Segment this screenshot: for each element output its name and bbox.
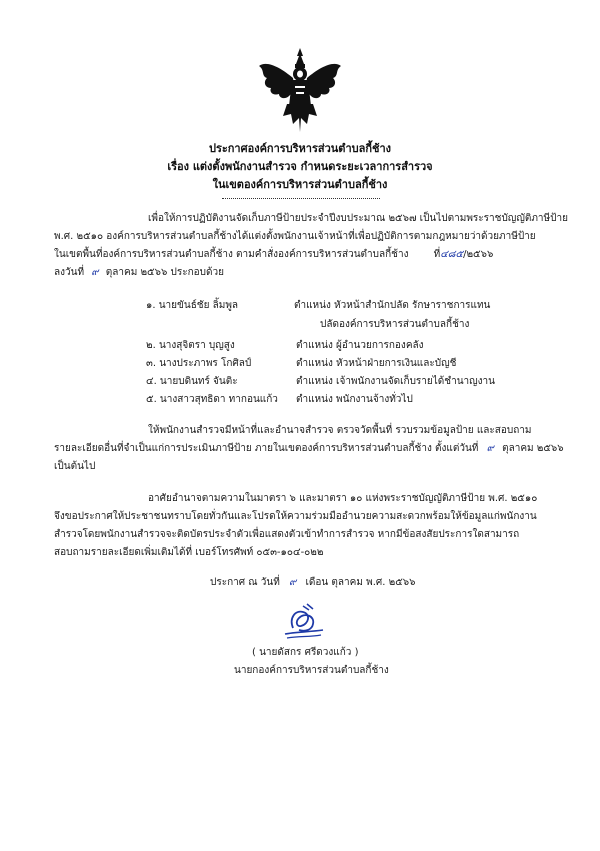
- handwritten-signature-icon: [279, 600, 329, 642]
- staff-4-position: ตำแหน่ง เจ้าพนักงานจัดเก็บรายได้ชำนาญงาน: [296, 376, 496, 387]
- para2-line-2-text: รายละเอียดอื่นที่จำเป็นแก่การประเมินภาษีป้าย ภายในเขตองค์การบริหารส่วนตำบลกี้ช้าง ตั้งแต่วันที่: [54, 443, 479, 454]
- para2-line-2: [54, 442, 564, 456]
- announce-month-year: เดือน ตุลาคม พ.ศ. ๒๕๖๖: [305, 577, 416, 588]
- staff-5-name: ๕. นางสาวสุทธิดา ทากอนแก้ว: [146, 394, 278, 405]
- order-prefix: ที่: [433, 249, 441, 260]
- para3-line-3: สำรวจโดยพนักงานสำรวจจะติดบัตรประจำตัวเพื่อแสดงตัวเข้าทำการสำรวจ หากมีข้อสงสัยประการใดสามารถ: [54, 529, 520, 540]
- header-divider: [222, 198, 380, 199]
- staff-2-name: ๒. นางสุจิตรา บุญสูง: [146, 340, 235, 351]
- staff-2-position: ตำแหน่ง ผู้อำนวยการกองคลัง: [296, 340, 424, 351]
- start-day-handwritten: ๙: [486, 443, 494, 454]
- staff-1-position-cont: ปลัดองค์การบริหารส่วนตำบลกี้ช้าง: [320, 319, 470, 330]
- staff-4-name: ๔. นายบดินทร์ จันติะ: [146, 376, 238, 387]
- signer-title: นายกองค์การบริหารส่วนตำบลกี้ช้าง: [234, 665, 389, 676]
- para3-line-2: จึงขอประกาศให้ประชาชนทราบโดยทั่วกันและโปรดให้ความร่วมมืออำนวยความสะดวกพร้อมให้ข้อมูลแก่พนักงาน: [54, 511, 537, 522]
- para2-line-1: ให้พนักงานสำรวจมีหน้าที่และอำนาจสำรวจ ตรวจวัดพื้นที่ รวบรวมข้อมูลป้าย และสอบถาม: [148, 425, 532, 436]
- order-year: /๒๕๖๖: [463, 249, 494, 260]
- garuda-emblem-icon: [257, 46, 343, 136]
- start-month-year: ตุลาคม ๒๕๖๖: [502, 443, 564, 454]
- dated-day-handwritten: ๙: [91, 267, 99, 278]
- staff-1-name: ๑. นายขันธ์ชัย ลิ้มพูล: [146, 300, 239, 311]
- order-number-handwritten: ๔๘๕: [440, 249, 464, 260]
- signer-name: ( นายดัสกร ศรีดวงแก้ว ): [252, 647, 359, 658]
- para1-line-4: [54, 266, 224, 280]
- para3-line-4: สอบถามรายละเอียดเพิ่มเติมได้ที่ เบอร์โทรศัพท์ ๐๕๓-๑๐๔-๐๒๒: [54, 547, 324, 558]
- announce-day-handwritten: ๙: [288, 577, 297, 588]
- header-line-3: ในเขตองค์การบริหารส่วนตำบลกี้ช้าง: [212, 178, 388, 191]
- staff-3-position: ตำแหน่ง หัวหน้าฝ่ายการเงินและบัญชี: [296, 358, 457, 369]
- staff-5-position: ตำแหน่ง พนักงานจ้างทั่วไป: [296, 394, 413, 405]
- para3-line-1: อาศัยอำนาจตามความในมาตรา ๖ และมาตรา ๑๐ แห่งพระราชบัญญัติภาษีป้าย พ.ศ. ๒๕๑๐: [148, 493, 538, 504]
- para1-line-2: พ.ศ. ๒๕๑๐ องค์การบริหารส่วนตำบลกี้ช้างได้แต่งตั้งพนักงานเจ้าหน้าที่เพื่อปฏิบัติการตามกฎหมายว่าด้วยภาษีป้าย: [54, 231, 536, 242]
- announce-prefix: ประกาศ ณ วันที่: [210, 577, 280, 588]
- header-line-2: เรื่อง แต่งตั้งพนักงานสำรวจ กำหนดระยะเวลาการสำรวจ: [167, 160, 433, 173]
- announce-date: [210, 576, 415, 590]
- header-line-1: ประกาศองค์การบริหารส่วนตำบลกี้ช้าง: [208, 142, 392, 155]
- para1-line-1: เพื่อให้การปฏิบัติงานจัดเก็บภาษีป้ายประจำปีงบประมาณ ๒๕๖๗ เป็นไปตามพระราชบัญญัติภาษีป้าย: [148, 213, 568, 224]
- para2-line-3: เป็นต้นไป: [54, 461, 96, 472]
- para1-line-3: [54, 248, 493, 262]
- para1-line-3-text: ในเขตพื้นที่องค์การบริหารส่วนตำบลกี้ช้าง ตามคำสั่งองค์การบริหารส่วนตำบลกี้ช้าง: [54, 249, 409, 260]
- dated-label: ลงวันที่: [54, 267, 85, 278]
- staff-1-position: ตำแหน่ง หัวหน้าสำนักปลัด รักษาราชการแทน: [294, 300, 491, 311]
- dated-rest: ตุลาคม ๒๕๖๖ ประกอบด้วย: [105, 267, 224, 278]
- staff-3-name: ๓. นางประภาพร โกศิลป์: [146, 358, 252, 369]
